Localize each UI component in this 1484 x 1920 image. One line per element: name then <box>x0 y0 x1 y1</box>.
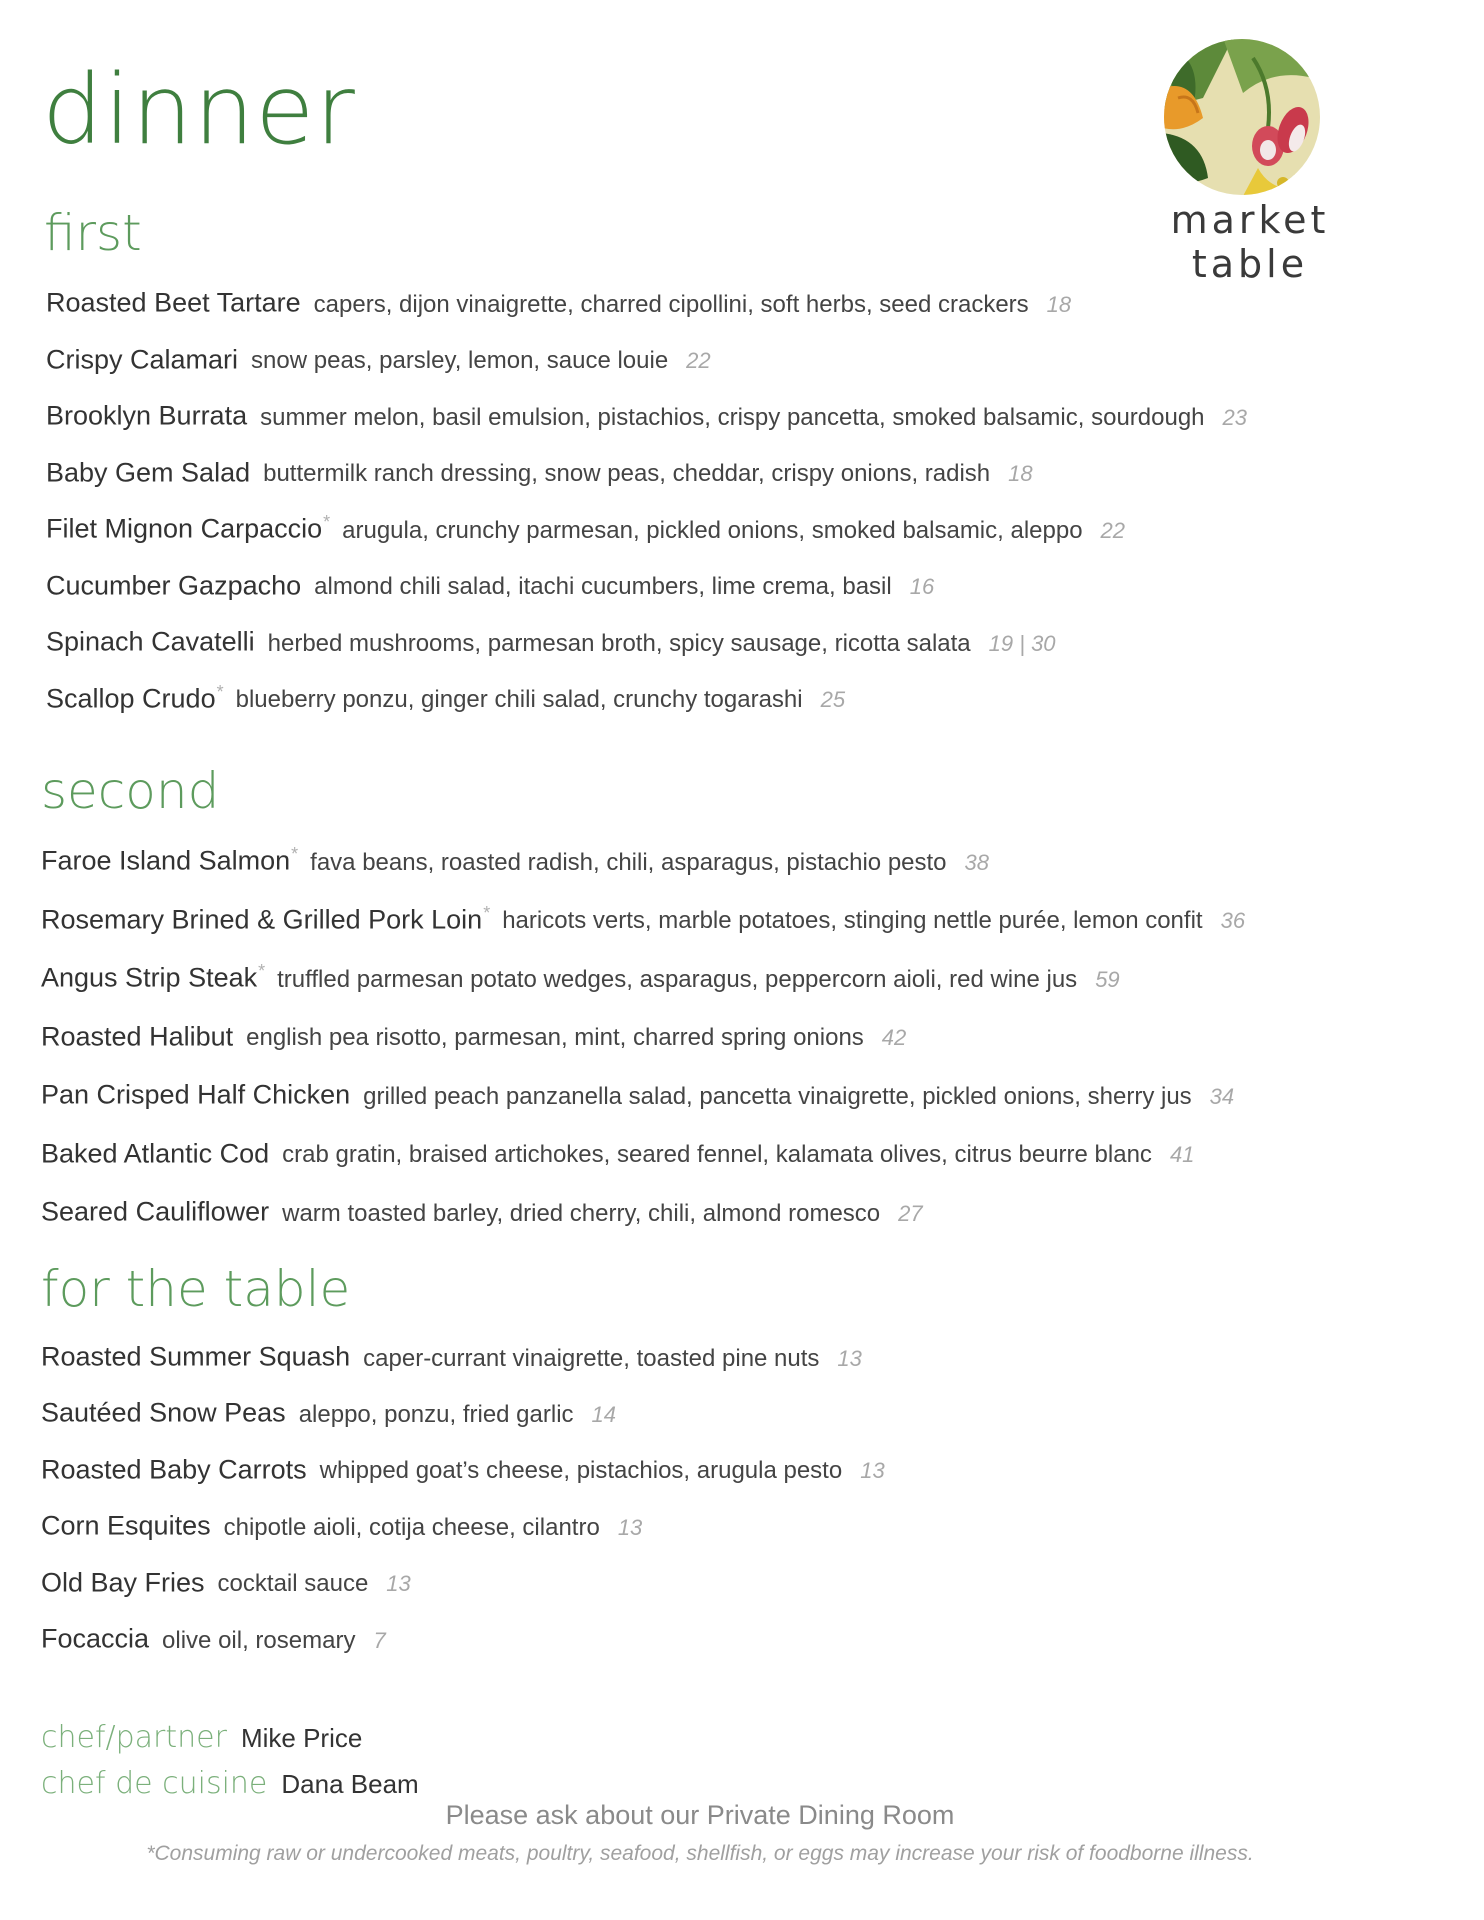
menu-item-name: Focaccia <box>41 1623 150 1654</box>
menu-item <box>41 1567 885 1623</box>
menu-item-price: 7 <box>373 1627 386 1653</box>
menu-item-name: Filet Mignon Carpaccio <box>46 513 323 544</box>
menu-item-description: buttermilk ranch dressing, snow peas, cheddar, crispy onions, radish <box>263 460 991 488</box>
menu-item <box>41 1623 885 1679</box>
menu-item-name: Old Bay Fries <box>41 1567 205 1598</box>
menu-item <box>41 1138 1245 1197</box>
menu-item-description: snow peas, parsley, lemon, sauce louie <box>251 347 669 375</box>
menu-item-description: almond chili salad, itachi cucumbers, lime crema, basil <box>314 573 892 601</box>
menu-item <box>41 1454 885 1510</box>
raw-warning-asterisk: * <box>216 681 224 702</box>
menu-item-name: Rosemary Brined & Grilled Pork Loin <box>41 904 483 935</box>
menu-item-description: whipped goat’s cheese, pistachios, arugula pesto <box>319 1457 843 1485</box>
menu-item <box>41 1510 885 1566</box>
menu-item <box>41 962 1245 1021</box>
menu-item-price: 18 <box>1008 461 1033 487</box>
menu-item-description: blueberry ponzu, ginger chili salad, crunchy togarashi <box>235 686 803 714</box>
menu-item-name: Baked Atlantic Cod <box>41 1138 270 1169</box>
menu-item-name: Angus Strip Steak <box>41 962 258 993</box>
menu-item-description: arugula, crunchy parmesan, pickled onions, smoked balsamic, aleppo <box>342 516 1083 544</box>
menu-item-description: grilled peach panzanella salad, pancetta vinaigrette, pickled onions, sherry jus <box>363 1082 1192 1110</box>
menu-item-price: 36 <box>1220 908 1246 934</box>
menu-item-description: crab gratin, braised artichokes, seared fennel, kalamata olives, citrus beurre blanc <box>282 1141 1152 1169</box>
menu-item-name: Roasted Summer Squash <box>41 1341 351 1372</box>
second-list <box>41 845 1245 1255</box>
menu-item <box>46 344 1247 401</box>
menu-item <box>41 1021 1245 1080</box>
menu-item-price: 14 <box>591 1402 617 1428</box>
logo-text: market table <box>1170 198 1330 286</box>
menu-item <box>41 904 1245 963</box>
page-title: dinner <box>42 54 356 166</box>
menu-item-price: 18 <box>1046 291 1072 317</box>
vegetable-illustration-icon <box>1163 38 1321 196</box>
menu-item <box>46 626 1247 683</box>
menu-item <box>46 570 1247 627</box>
menu-item-price: 27 <box>898 1200 923 1226</box>
menu-item-description: caper-currant vinaigrette, toasted pine nuts <box>363 1344 820 1372</box>
for-the-table-list <box>41 1341 885 1679</box>
menu-item-description: warm toasted barley, dried cherry, chili, almond romesco <box>282 1199 881 1227</box>
menu-item-description: cocktail sauce <box>217 1570 369 1598</box>
staff-name: Mike Price <box>240 1723 363 1753</box>
menu-item <box>46 287 1247 344</box>
menu-item-price: 59 <box>1095 966 1120 992</box>
menu-item <box>41 1397 885 1453</box>
menu-item-description: herbed mushrooms, parmesan broth, spicy sausage, ricotta salata <box>267 629 971 657</box>
menu-item-name: Roasted Baby Carrots <box>41 1454 307 1485</box>
raw-warning-asterisk: * <box>323 512 331 532</box>
menu-item-description: aleppo, ponzu, fried garlic <box>298 1401 574 1429</box>
menu-item-description: english pea risotto, parmesan, mint, charred spring onions <box>246 1024 864 1052</box>
menu-item-description: olive oil, rosemary <box>162 1626 356 1654</box>
menu-item <box>41 1079 1245 1138</box>
staff-role: chef/partner <box>41 1720 227 1755</box>
menu-item-description: truffled parmesan potato wedges, asparagus, peppercorn aioli, red wine jus <box>277 965 1078 993</box>
menu-item-price: 13 <box>837 1345 862 1371</box>
menu-item-price: 13 <box>386 1571 411 1597</box>
menu-item <box>46 683 1247 740</box>
menu-item-price: 16 <box>909 574 935 600</box>
menu-item-description: summer melon, basil emulsion, pistachios, crispy pancetta, smoked balsamic, sourdough <box>260 403 1205 431</box>
menu-item-price: 38 <box>964 849 990 875</box>
menu-item-price: 22 <box>686 348 711 374</box>
menu-item-name: Roasted Halibut <box>41 1021 234 1052</box>
first-list <box>46 287 1247 739</box>
menu-item-price: 42 <box>881 1025 907 1051</box>
staff-chef-partner <box>41 1720 362 1755</box>
menu-item-price: 41 <box>1169 1142 1195 1168</box>
menu-item-price: 13 <box>860 1458 885 1484</box>
menu-item-name: Faroe Island Salmon <box>41 845 291 876</box>
staff-name: Dana Beam <box>281 1769 419 1799</box>
menu-item <box>46 457 1247 514</box>
raw-warning-asterisk: * <box>291 844 299 864</box>
menu-item-name: Brooklyn Burrata <box>46 400 248 431</box>
menu-item-name: Spinach Cavatelli <box>46 626 255 657</box>
menu-item-price: 19 | 30 <box>988 630 1056 656</box>
menu-item-description: fava beans, roasted radish, chili, asparagus, pistachio pesto <box>310 848 947 876</box>
menu-item-name: Roasted Beet Tartare <box>46 287 301 318</box>
menu-item-name: Pan Crisped Half Chicken <box>41 1079 351 1110</box>
menu-item <box>41 845 1245 904</box>
menu-item-description: capers, dijon vinaigrette, charred cipollini, soft herbs, seed crackers <box>313 290 1029 318</box>
menu-item-description: chipotle aioli, cotija cheese, cilantro <box>223 1513 600 1541</box>
menu-item-name: Sautéed Snow Peas <box>41 1398 286 1429</box>
menu-item-price: 25 <box>820 687 846 713</box>
menu-item-name: Corn Esquites <box>41 1510 211 1541</box>
private-dining-note: Please ask about our Private Dining Room <box>445 1800 955 1830</box>
menu-item-description: haricots verts, marble potatoes, stinging nettle purée, lemon confit <box>502 907 1203 935</box>
menu-item-name: Cucumber Gazpacho <box>46 570 302 601</box>
menu-item <box>46 400 1247 457</box>
menu-item <box>41 1341 885 1397</box>
section-heading-second: second <box>41 762 220 820</box>
menu-item-name: Seared Cauliflower <box>41 1196 270 1227</box>
menu-item-price: 22 <box>1100 517 1126 543</box>
menu-item-price: 34 <box>1209 1083 1235 1109</box>
menu-item-name: Crispy Calamari <box>46 344 239 375</box>
menu-item <box>41 1196 1245 1255</box>
raw-warning-asterisk: * <box>483 902 491 923</box>
foodborne-illness-disclaimer: *Consuming raw or undercooked meats, poultry, seafood, shellfish, or eggs may increase your risk of foodborne illness. <box>146 1842 1254 1865</box>
menu-item-price: 23 <box>1222 404 1248 430</box>
menu-item-name: Scallop Crudo <box>46 683 216 714</box>
raw-warning-asterisk: * <box>258 961 266 981</box>
menu-item-price: 13 <box>617 1514 643 1540</box>
staff-chef-de-cuisine <box>41 1766 419 1801</box>
staff-role: chef de cuisine <box>41 1766 268 1801</box>
section-heading-first: first <box>44 204 142 262</box>
menu-item-name: Baby Gem Salad <box>46 457 251 488</box>
logo <box>1110 38 1390 286</box>
menu-item <box>46 513 1247 570</box>
section-heading-for-the-table: for the table <box>41 1260 351 1318</box>
